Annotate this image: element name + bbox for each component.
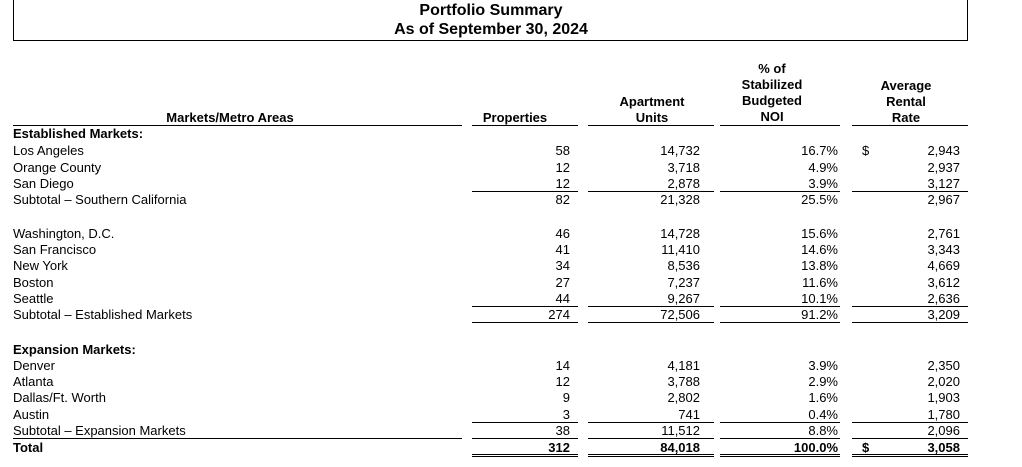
properties-value: 38: [555, 423, 570, 438]
rule: [588, 422, 714, 423]
rule: [852, 422, 968, 423]
section-label: Expansion Markets:: [13, 342, 136, 357]
units-value: 11,512: [661, 423, 700, 438]
units-value: 14,728: [660, 226, 700, 241]
properties-value: 12: [555, 176, 570, 191]
noi-value: 3.9%: [808, 176, 838, 191]
table-row: [0, 160, 1022, 176]
properties-value: 12: [555, 160, 570, 175]
rent-value: 2,967: [927, 192, 960, 207]
market-label: Boston: [13, 275, 54, 290]
rent-value: 1,780: [927, 407, 960, 422]
header-rent: Average Rental Rate: [880, 78, 932, 125]
units-value: 741: [678, 407, 700, 422]
rule: [720, 306, 840, 307]
subtotal-row: [0, 423, 1022, 439]
rule: [720, 422, 840, 423]
rent-value: 2,761: [927, 226, 960, 241]
rule: [720, 191, 840, 192]
units-value: 4,181: [667, 358, 700, 373]
units-value: 72,506: [660, 307, 700, 322]
market-label: Dallas/Ft. Worth: [13, 390, 106, 405]
market-label: Denver: [13, 358, 55, 373]
properties-value: 312: [548, 440, 570, 455]
rent-value: 3,612: [927, 275, 960, 290]
rule: [852, 306, 968, 307]
table-row: [0, 226, 1022, 242]
header-properties: Properties: [482, 110, 548, 125]
market-label: Austin: [13, 407, 50, 422]
market-label: Atlanta: [13, 374, 54, 389]
units-value: 11,410: [661, 242, 700, 257]
noi-value: 25.5%: [801, 192, 838, 207]
noi-value: 13.8%: [801, 258, 838, 273]
rule: [472, 322, 578, 323]
noi-value: 0.4%: [808, 407, 838, 422]
dollar-sign: $: [862, 143, 870, 158]
market-label: New York: [13, 258, 68, 273]
table-row: [0, 291, 1022, 307]
subtotal-row: [0, 192, 1022, 208]
section-established: [0, 126, 1022, 142]
units-value: 8,536: [667, 258, 700, 273]
header-units: Apartment Units: [619, 94, 685, 125]
noi-value: 2.9%: [808, 374, 838, 389]
rule: [852, 191, 968, 192]
dollar-sign: $: [862, 440, 870, 455]
units-value: 21,328: [660, 192, 700, 207]
units-value: 3,788: [667, 374, 700, 389]
market-label: Seattle: [13, 291, 54, 306]
table-row: [0, 275, 1022, 291]
noi-value: 100.0%: [793, 440, 838, 455]
rule: [720, 438, 840, 439]
market-label: Subtotal – Established Markets: [13, 307, 193, 322]
double-rule: [588, 454, 714, 457]
subtotal-row: [0, 307, 1022, 323]
table-row: [0, 374, 1022, 390]
report-subtitle: As of September 30, 2024: [394, 21, 588, 38]
noi-value: 4.9%: [808, 160, 838, 175]
properties-value: 9: [562, 390, 570, 405]
rule: [588, 438, 714, 439]
noi-value: 16.7%: [801, 143, 838, 158]
rent-value: 4,669: [927, 258, 960, 273]
properties-value: 46: [555, 226, 570, 241]
noi-value: 91.2%: [801, 307, 838, 322]
market-label: Los Angeles: [13, 143, 84, 158]
units-value: 7,237: [667, 275, 700, 290]
units-value: 2,802: [667, 390, 700, 405]
rent-value: 3,127: [927, 176, 960, 191]
double-rule: [852, 454, 968, 457]
double-rule: [720, 454, 840, 457]
properties-value: 44: [555, 291, 570, 306]
rent-value: 2,020: [927, 374, 960, 389]
market-label: Washington, D.C.: [13, 226, 115, 241]
rent-value: 3,058: [927, 440, 960, 455]
rent-value: 2,636: [927, 291, 960, 306]
units-value: 2,878: [667, 176, 700, 191]
table-row: [0, 242, 1022, 258]
units-value: 84,018: [660, 440, 700, 455]
section-expansion: [0, 342, 1022, 358]
noi-value: 15.6%: [801, 226, 838, 241]
noi-value: 1.6%: [808, 390, 838, 405]
properties-value: 12: [555, 374, 570, 389]
section-label: Established Markets:: [13, 126, 144, 141]
rent-value: 3,209: [927, 307, 960, 322]
units-value: 14,732: [660, 143, 700, 158]
market-label: San Francisco: [13, 242, 97, 257]
rule: [472, 191, 578, 192]
rule: [472, 438, 578, 439]
properties-value: 34: [555, 258, 570, 273]
properties-value: 58: [555, 143, 570, 158]
table-row: [0, 143, 1022, 159]
rent-value: 3,343: [927, 242, 960, 257]
rule: [588, 322, 714, 323]
noi-value: 8.8%: [808, 423, 838, 438]
rent-value: 2,937: [927, 160, 960, 175]
units-value: 9,267: [667, 291, 700, 306]
market-label: Subtotal – Southern California: [13, 192, 187, 207]
market-label: Total: [13, 440, 44, 455]
rent-value: 2,943: [927, 143, 960, 158]
rule: [852, 322, 968, 323]
properties-value: 41: [555, 242, 570, 257]
rule: [852, 438, 968, 439]
market-label: Orange County: [13, 160, 102, 175]
noi-value: 14.6%: [801, 242, 838, 257]
report-title: Portfolio Summary: [419, 2, 563, 19]
rule: [720, 322, 840, 323]
table-row: [0, 258, 1022, 274]
rule: [13, 438, 462, 439]
table-row: [0, 390, 1022, 406]
table-row: [0, 407, 1022, 423]
market-label: Subtotal – Expansion Markets: [13, 423, 186, 438]
rent-value: 2,096: [927, 423, 960, 438]
header-markets: Markets/Metro Areas: [166, 110, 294, 125]
noi-value: 11.6%: [802, 275, 838, 290]
noi-value: 3.9%: [808, 358, 838, 373]
properties-value: 274: [548, 307, 570, 322]
units-value: 3,718: [667, 160, 700, 175]
noi-value: 10.1%: [801, 291, 838, 306]
properties-value: 82: [555, 192, 570, 207]
rule: [472, 422, 578, 423]
properties-value: 14: [555, 358, 570, 373]
table-row: [0, 176, 1022, 192]
market-label: San Diego: [13, 176, 74, 191]
table-row: [0, 358, 1022, 374]
rent-value: 1,903: [927, 390, 960, 405]
rule: [588, 306, 714, 307]
rule: [588, 191, 714, 192]
rent-value: 2,350: [927, 358, 960, 373]
rule: [472, 306, 578, 307]
properties-value: 27: [555, 275, 570, 290]
double-rule: [472, 454, 578, 457]
properties-value: 3: [562, 407, 570, 422]
header-noi: % of Stabilized Budgeted NOI: [741, 61, 803, 124]
